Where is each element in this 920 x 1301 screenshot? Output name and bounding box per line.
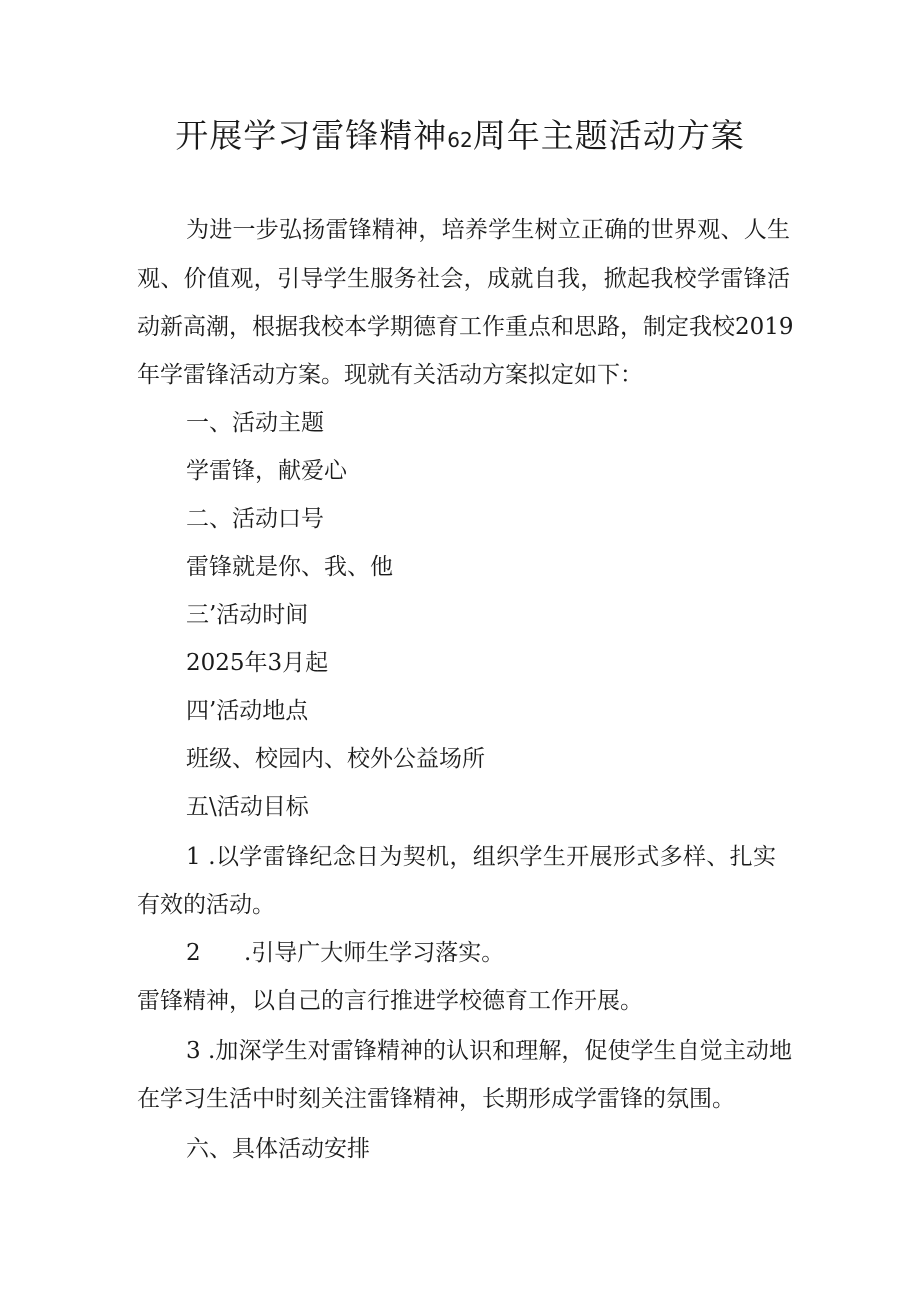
document-title [0, 112, 920, 164]
goal-2-text: .引导广大师生学习落实。 [244, 940, 505, 966]
section-heading-arrangement: 六、具体活动安排 [186, 1136, 370, 1162]
title-suffix: 周年主题活动方案 [472, 116, 745, 155]
section-heading-theme: 一、活动主题 [186, 410, 324, 436]
goal-3-line-1: 3 .加深学生对雷锋精神的认识和理解，促使学生自觉主动地 [186, 1038, 792, 1064]
intro-line-4: 年学雷锋活动方案。现就有关活动方案拟定如下： [137, 362, 643, 388]
section-content-time: 2025年3月起 [186, 650, 329, 676]
intro-line-1: 为进一步弘扬雷锋精神，培养学生树立正确的世界观、人生 [186, 217, 790, 243]
title-number: 62 [447, 128, 473, 152]
section-heading-slogan: 二、活动口号 [186, 506, 324, 532]
section-content-location: 班级、校园内、校外公益场所 [186, 746, 485, 772]
section-heading-time: 三’活动时间 [186, 602, 309, 628]
section-heading-location: 四’活动地点 [186, 698, 309, 724]
section-heading-goals: 五\活动目标 [186, 794, 309, 820]
goal-2-number: 2 [186, 940, 201, 966]
goal-1-line-2: 有效的活动。 [137, 892, 275, 918]
intro-line-2: 观、价值观，引导学生服务社会，成就自我，掀起我校学雷锋活 [137, 266, 790, 292]
section-content-theme: 学雷锋，献爱心 [186, 458, 347, 484]
goal-3-line-2: 在学习生活中时刻关注雷锋精神，长期形成学雷锋的氛围。 [137, 1086, 735, 1112]
goal-1-line-1: 1 .以学雷锋纪念日为契机，组织学生开展形式多样、扎实 [186, 844, 776, 870]
goal-2-line-2: 雷锋精神，以自己的言行推进学校德育工作开展。 [137, 988, 643, 1014]
title-prefix: 开展学习雷锋精神 [175, 116, 448, 155]
section-content-slogan: 雷锋就是你、我、他 [186, 554, 393, 580]
intro-line-3: 动新高潮，根据我校本学期德育工作重点和思路，制定我校2019 [137, 314, 794, 340]
